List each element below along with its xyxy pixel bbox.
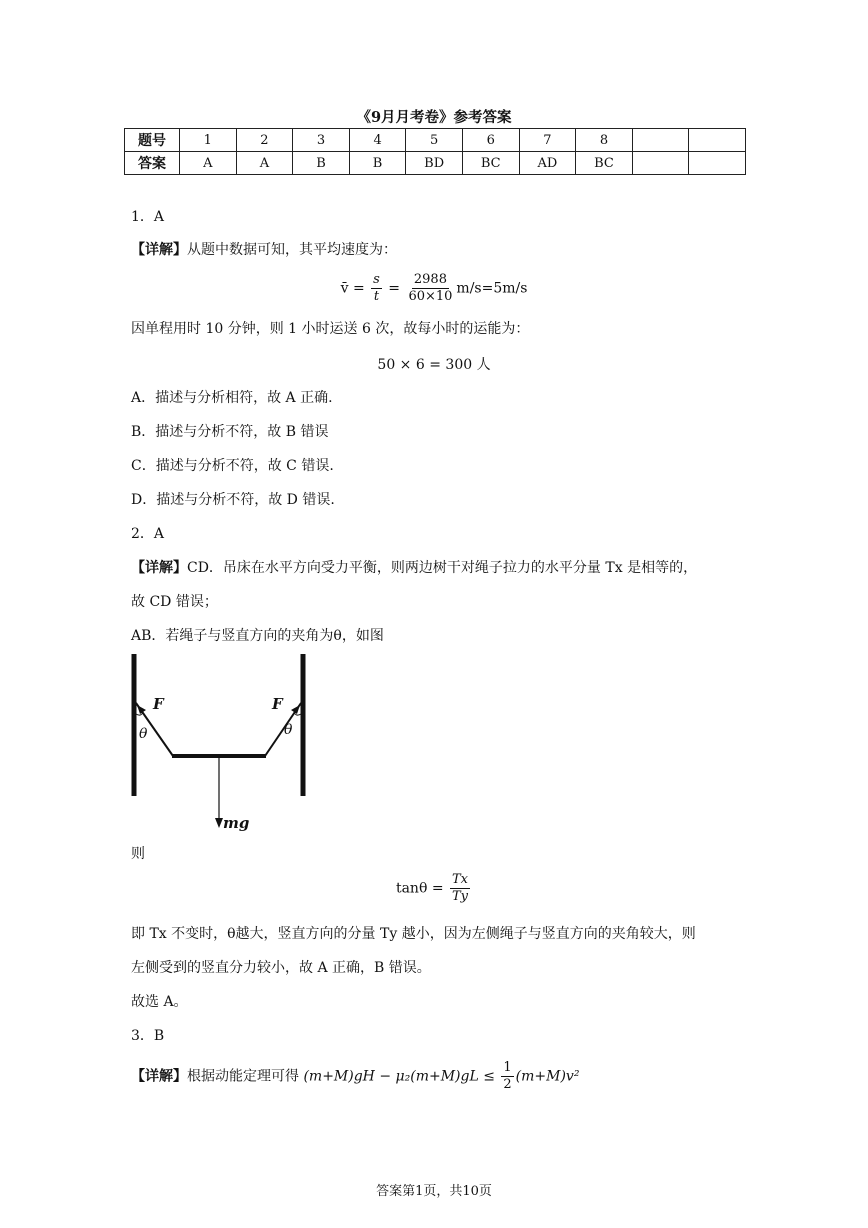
q1-option-b: B．描述与分析不符，故 B 错误 xyxy=(131,424,329,440)
table-row xyxy=(125,152,746,175)
arrow-down-icon xyxy=(215,818,223,828)
equation-part: (m+M)gH − μ₂(m+M)gL ≤ xyxy=(303,1068,495,1085)
fraction-numerator: s xyxy=(373,272,380,287)
fraction-denominator: 60×10 xyxy=(408,289,453,304)
equation-part: = xyxy=(388,280,400,297)
detail-text: CD．吊床在水平方向受力平衡，则两边树干对绳子拉力的水平分量 Tx 是相等的， xyxy=(187,560,698,576)
q3-heading: 3．B xyxy=(131,1028,165,1044)
fraction-denominator: t xyxy=(373,289,380,304)
table-cell: 5 xyxy=(406,129,463,152)
q1-detail xyxy=(131,240,397,260)
detail-text: 根据动能定理可得 xyxy=(187,1068,299,1085)
table-cell: BC xyxy=(576,152,633,175)
table-cell: B xyxy=(349,152,406,175)
table-cell: A xyxy=(180,152,237,175)
table-header-cell: 题号 xyxy=(125,129,180,152)
fraction xyxy=(371,272,382,305)
table-cell: 1 xyxy=(180,129,237,152)
table-cell: B xyxy=(293,152,350,175)
q2-line5: 左侧受到的竖直分力较小，故 A 正确，B 错误。 xyxy=(131,960,431,976)
q2-line6: 故选 A。 xyxy=(131,994,188,1010)
fraction-denominator: Ty xyxy=(452,889,469,904)
label-theta-left: θ xyxy=(139,726,148,742)
q1-text2: 因单程用时 10 分钟，则 1 小时运送 6 次，故每小时的运能为： xyxy=(131,321,530,337)
q1-option-c: C．描述与分析不符，故 C 错误. xyxy=(131,458,334,474)
page-title: 《9月月考卷》参考答案 xyxy=(356,109,512,126)
detail-tag: 【详解】 xyxy=(131,242,187,258)
equation-part: m/s=5m/s xyxy=(456,280,528,297)
fraction xyxy=(450,872,470,905)
q2-then: 则 xyxy=(131,846,145,862)
q2-heading: 2．A xyxy=(131,526,165,542)
fraction-numerator: 2988 xyxy=(413,272,447,287)
detail-tag: 【详解】 xyxy=(131,1068,187,1085)
q1-equation-velocity xyxy=(0,272,868,305)
q3-detail xyxy=(131,1060,579,1093)
hammock-force-diagram xyxy=(125,650,315,835)
table-header-cell: 答案 xyxy=(125,152,180,175)
arrow-up-left-icon xyxy=(137,705,146,714)
q2-line2: 故 CD 错误； xyxy=(131,594,218,610)
fraction xyxy=(406,272,454,305)
q1-equation-capacity: 50 × 6 = 300 人 xyxy=(377,357,491,373)
table-row xyxy=(125,129,746,152)
equation-part: tanθ = xyxy=(395,880,444,897)
table-cell: 7 xyxy=(519,129,576,152)
page-footer: 答案第1页，共10页 xyxy=(376,1184,492,1199)
label-mg: mg xyxy=(223,814,250,832)
q2-equation-tan xyxy=(0,872,868,905)
table-cell xyxy=(632,152,689,175)
q2-line4: 即 Tx 不变时，θ越大，竖直方向的分量 Ty 越小，因为左侧绳子与竖直方向的夹角较大，则 xyxy=(131,926,696,942)
label-f-left: F xyxy=(153,695,164,713)
arrow-up-right-icon xyxy=(291,705,300,714)
q2-detail xyxy=(131,558,697,578)
equation-part: v̄ = xyxy=(340,280,365,297)
table-cell: 4 xyxy=(349,129,406,152)
table-cell: AD xyxy=(519,152,576,175)
table-cell xyxy=(689,152,746,175)
fraction-denominator: 2 xyxy=(503,1077,512,1092)
detail-text: 从题中数据可知，其平均速度为： xyxy=(187,242,397,258)
table-cell: A xyxy=(236,152,293,175)
label-f-right: F xyxy=(272,695,283,713)
q1-heading: 1．A xyxy=(131,209,165,225)
equation-part: (m+M)v² xyxy=(515,1068,580,1085)
fraction-numerator: Tx xyxy=(452,872,469,887)
table-cell: BC xyxy=(462,152,519,175)
table-cell: 3 xyxy=(293,129,350,152)
table-cell xyxy=(689,129,746,152)
q1-option-a: A．描述与分析相符，故 A 正确. xyxy=(131,390,333,406)
answer-table xyxy=(124,128,746,175)
table-cell: 8 xyxy=(576,129,633,152)
table-cell xyxy=(632,129,689,152)
fraction xyxy=(501,1060,513,1093)
label-theta-right: θ xyxy=(284,722,293,738)
table-cell: 6 xyxy=(462,129,519,152)
table-cell: 2 xyxy=(236,129,293,152)
table-cell: BD xyxy=(406,152,463,175)
fraction-numerator: 1 xyxy=(503,1060,512,1075)
detail-tag: 【详解】 xyxy=(131,560,187,576)
q2-line3: AB．若绳子与竖直方向的夹角为θ，如图 xyxy=(131,628,384,644)
q1-option-d: D．描述与分析不符，故 D 错误. xyxy=(131,492,335,508)
